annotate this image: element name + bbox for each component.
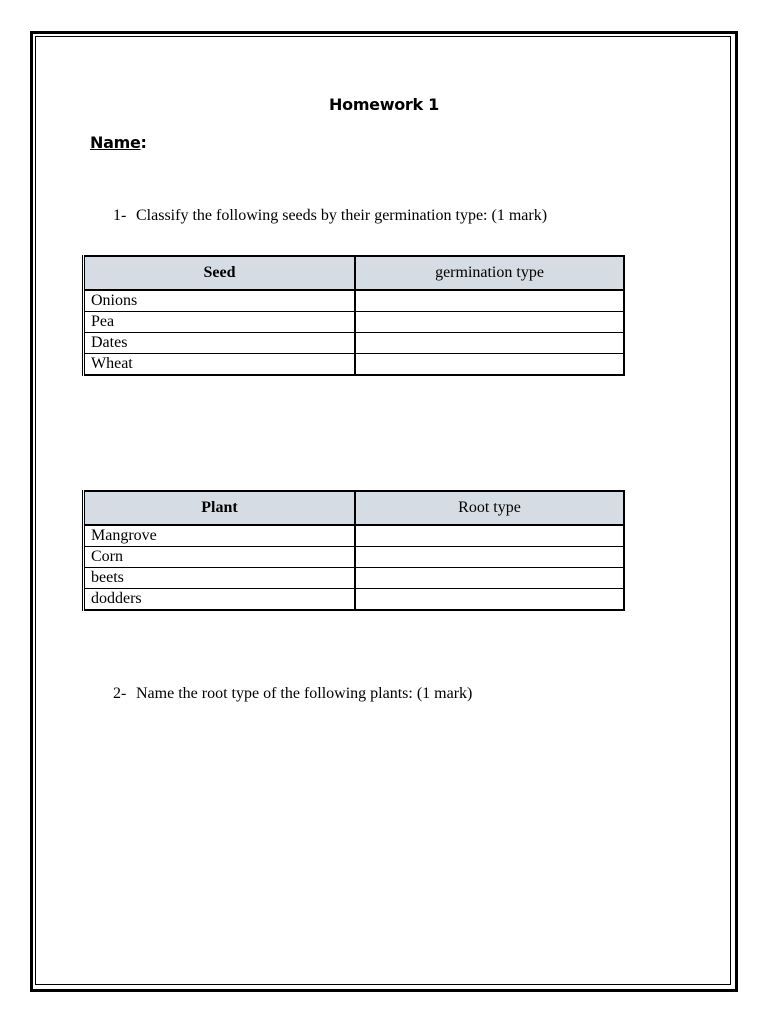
table-cell-answer[interactable]: [355, 290, 624, 312]
table-row: [84, 525, 625, 547]
root-type-table: [82, 490, 625, 611]
column-header-seed: Seed: [84, 256, 356, 290]
table-cell-answer[interactable]: [355, 333, 624, 354]
column-header-germination-type: germination type: [355, 256, 624, 290]
name-label: Name: [90, 133, 141, 152]
column-header-root-type: Root type: [355, 491, 624, 525]
table-row: [84, 290, 625, 312]
table-cell-plant: Corn: [84, 547, 356, 568]
table-cell-answer[interactable]: [355, 312, 624, 333]
table-row: [84, 354, 625, 376]
name-field: [90, 133, 147, 152]
germination-table: [82, 255, 625, 376]
table-cell-answer[interactable]: [355, 354, 624, 376]
question-number: 1-: [113, 207, 127, 224]
table-cell-plant: dodders: [84, 589, 356, 611]
document-title: Homework 1: [329, 95, 439, 114]
table-header-row: [84, 256, 625, 290]
table-row: [84, 589, 625, 611]
table-cell-plant: Mangrove: [84, 525, 356, 547]
question-1: [113, 207, 547, 225]
table-header-row: [84, 491, 625, 525]
table-cell-seed: Dates: [84, 333, 356, 354]
table-cell-seed: Onions: [84, 290, 356, 312]
question-text: Classify the following seeds by their germination type: (1 mark): [136, 207, 548, 224]
question-2: [113, 685, 472, 703]
question-text: Name the root type of the following plants: (1 mark): [136, 685, 473, 702]
table-cell-answer[interactable]: [355, 568, 624, 589]
table-cell-seed: Wheat: [84, 354, 356, 376]
table-row: [84, 568, 625, 589]
column-header-plant: Plant: [84, 491, 356, 525]
table-row: [84, 312, 625, 333]
table-cell-plant: beets: [84, 568, 356, 589]
question-number: 2-: [113, 685, 127, 702]
name-colon: :: [140, 133, 147, 152]
table-row: [84, 333, 625, 354]
table-row: [84, 547, 625, 568]
table-cell-answer[interactable]: [355, 547, 624, 568]
table-cell-seed: Pea: [84, 312, 356, 333]
table-cell-answer[interactable]: [355, 589, 624, 611]
table-cell-answer[interactable]: [355, 525, 624, 547]
